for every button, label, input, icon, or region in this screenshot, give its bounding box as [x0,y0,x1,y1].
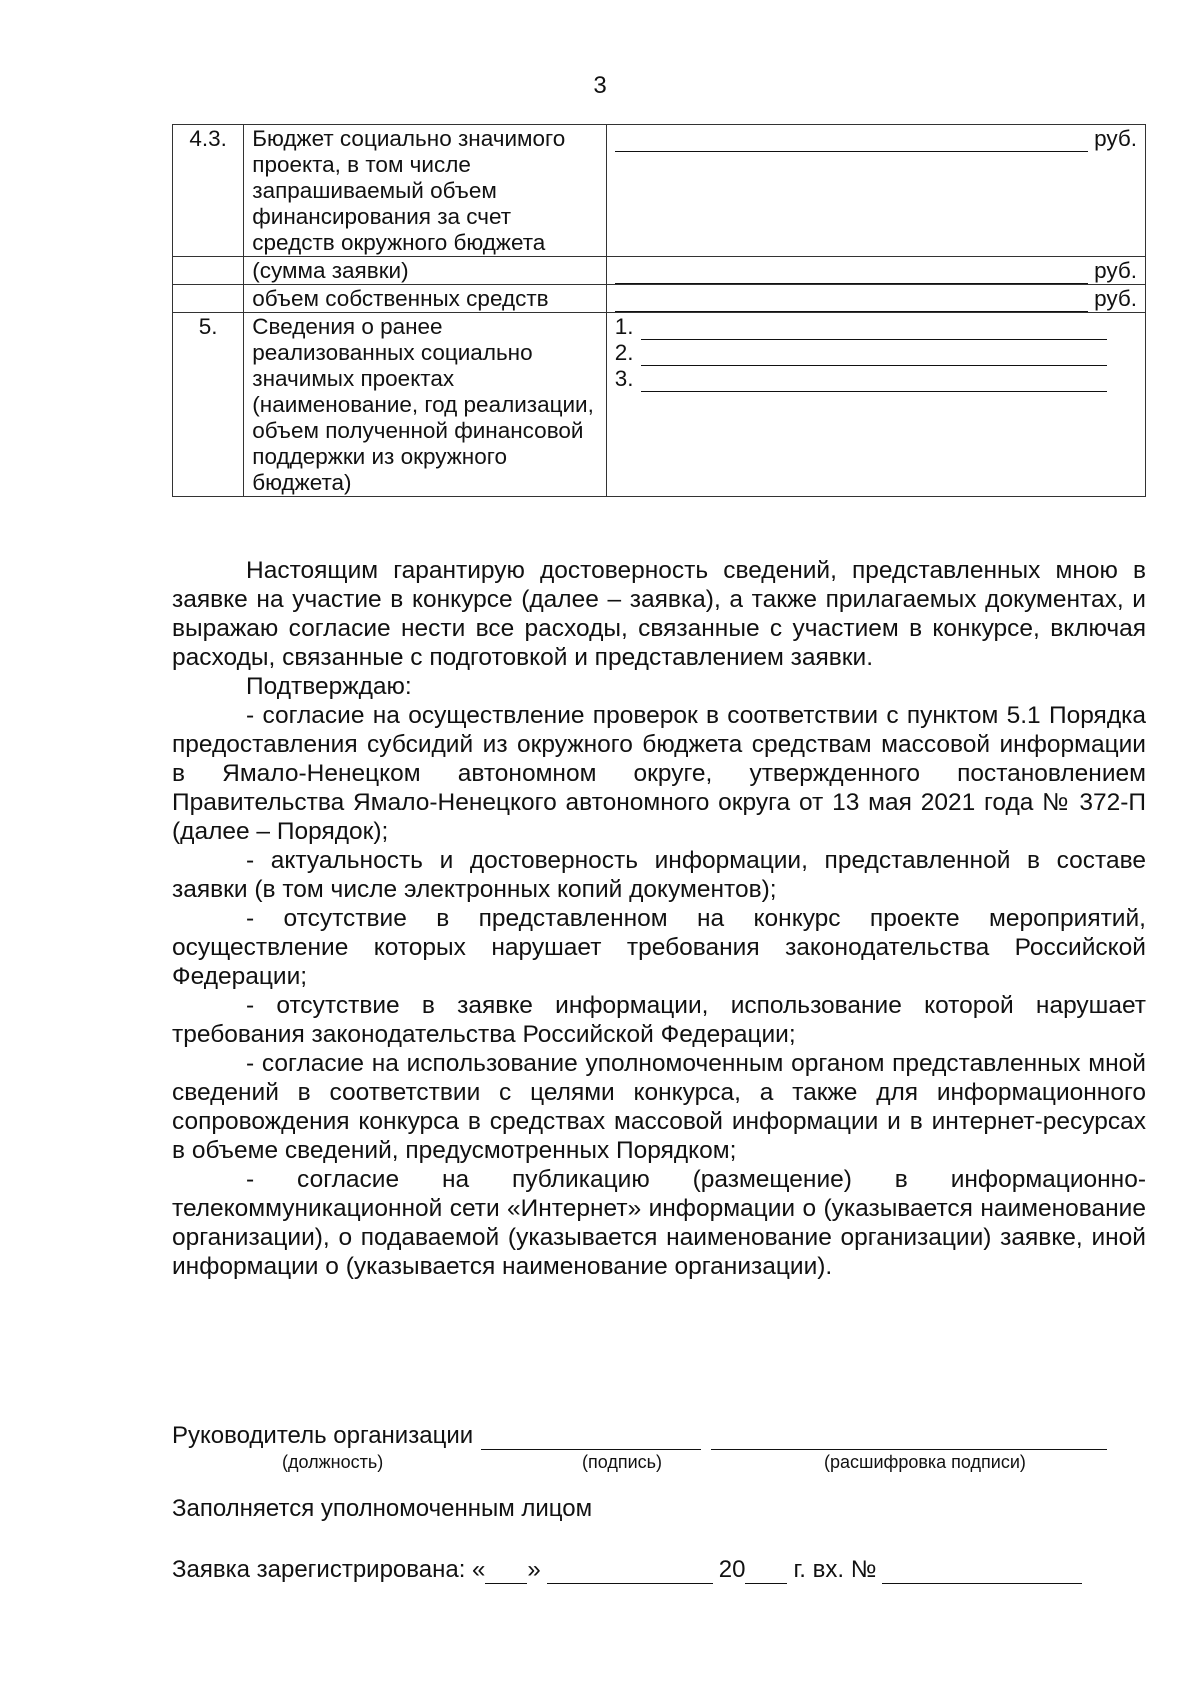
registration-month-field[interactable] [547,1559,713,1584]
table-row [173,257,1146,285]
row-label: (сумма заявки) [244,257,606,285]
signature-decoding-field[interactable] [711,1425,1107,1450]
unit-label: руб. [1094,258,1137,283]
list-item: 2. [615,340,1137,366]
list-item: 3. [615,366,1137,392]
registration-day-field[interactable] [485,1559,527,1584]
row-label: объем собственных средств [244,285,606,313]
signature-label: Руководитель организации [172,1422,474,1449]
own-funds-underline [615,291,1088,312]
row-label: Сведения о ранее реализованных социально значимых проектах (наименование, год реализации, объем полученной финансовой поддержки из окружного бюджета) [244,313,606,497]
row-number: 5. [173,313,244,497]
unit-label: руб. [1094,126,1137,151]
unit-label: руб. [1094,286,1137,311]
list-item: 1. [615,314,1137,340]
paragraph: Настоящим гарантирую достоверность сведений, представленных мною в заявке на участие в конкурсе (далее – заявка), а также прилагаемых документах, и выражаю согласие нести все расходы, связанные с участием в конкурсе, включая расходы, связанные с подготовкой и представлением заявки. [172,557,1146,671]
amount-underline [615,263,1088,284]
table-row [173,285,1146,313]
registration-number-field[interactable] [882,1559,1082,1584]
registration-line [172,1550,1146,1584]
paragraph: - согласие на осуществление проверок в соответствии с пунктом 5.1 Порядка предоставления субсидий из окружного бюджета средствам массовой информации в Ямало-Ненецком автономном округе, утвержденного постановлением Правительства Ямало-Ненецкого автономного округа от 13 мая 2021 года № 372-П (далее – Порядок); [172,702,1146,845]
caption-decoding: (расшифровка подписи) [824,1452,1026,1472]
paragraph: - отсутствие в представленном на конкурс проекте мероприятий, осуществление которых нарушает требования законодательства Российской Федерации; [172,905,1146,990]
registration-label: Заявка зарегистрирована: « [172,1556,486,1583]
request-amount-field[interactable] [606,257,1145,285]
row-label: Бюджет социально значимого проекта, в том числе запрашиваемый объем финансирования за счет средств окружного бюджета [244,125,606,257]
table-row [173,313,1146,497]
page-number: 3 [593,72,607,99]
number-label: г. вх. № [793,1556,877,1583]
caption-signature: (подпись) [582,1452,663,1472]
authorized-note: Заполняется уполномоченным лицом [172,1495,593,1522]
signature-block [172,1418,1146,1472]
statement-text [172,556,1146,1281]
quote-close: » [527,1556,541,1583]
budget-field[interactable] [606,125,1145,257]
signature-field[interactable] [481,1425,701,1450]
budget-underline [615,131,1088,152]
paragraph: - актуальность и достоверность информации, представленной в составе заявки (в том числе электронных копий документов); [172,847,1146,903]
paragraph: - согласие на публикацию (размещение) в информационно-телекоммуникационной сети «Интернет» информации о (указывается наименование организации), о подаваемой (указывается наименование организации) заявке, иной информации о (указывается наименование организации). [172,1166,1146,1280]
table-row [173,125,1146,257]
row-number: 4.3. [173,125,244,257]
caption-position: (должность) [282,1452,384,1472]
paragraph: - согласие на использование уполномоченным органом представленных мной сведений в соответствии с целями конкурса, а также для информационного сопровождения конкурса в средствах массовой информации и в интернет-ресурсах в объеме сведений, предусмотренных Порядком; [172,1050,1146,1164]
previous-projects-field[interactable] [606,313,1145,497]
paragraph: - отсутствие в заявке информации, использование которой нарушает требования законодательства Российской Федерации; [172,992,1146,1048]
paragraph: Подтверждаю: [246,673,412,700]
registration-year-field[interactable] [745,1559,787,1584]
own-funds-field[interactable] [606,285,1145,313]
application-table [172,124,1146,497]
year-prefix: 20 [718,1556,746,1583]
